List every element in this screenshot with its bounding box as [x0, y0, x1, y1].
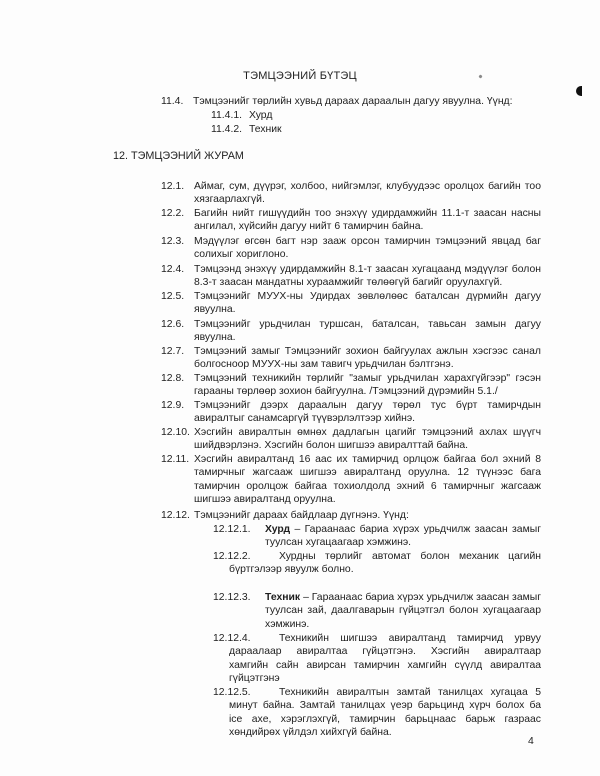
item-number: 12.6.: [161, 319, 185, 330]
section-12-heading: 12. ТЭМЦЭЭНИЙ ЖУРАМ: [113, 150, 244, 162]
page-title: ТЭМЦЭЭНИЙ БҮТЭЦ: [243, 70, 357, 82]
item-number: 12.3.: [161, 236, 185, 247]
subitem-11-4-1: [211, 109, 272, 122]
item-text-line: бүртгэлээр явуулж болно.: [229, 564, 354, 576]
item-text-line: болгосноор МУУХ-ны зам тавигч урьдчилан бэлтгэнэ.: [194, 359, 454, 371]
item-number: 12.12.2.: [213, 551, 251, 562]
item-text-line: авиралтыг санамсаргүй түүвэрлэлтээр хийнэ.: [194, 413, 416, 425]
list-item: [161, 235, 541, 262]
item-text-line: Аймаг, сум, дүүрэг, холбоо, нийгэмлэг, клубуудээс оролцох багийн тоо: [194, 181, 541, 192]
list-item: [161, 318, 541, 345]
item-text-line: Багийн нийт гишүүдийн тоо энэхүү удирдамжийн 11.1-т заасан насны: [194, 208, 541, 219]
item-text-line: шийдвэрлэнэ. Хэсгийн болон шигшээ авиралттай байна.: [194, 440, 469, 452]
item-number: 12.12.: [161, 510, 190, 521]
sub-list-item: [213, 550, 541, 577]
item-number: 12.12.5.: [213, 687, 251, 698]
list-item: [161, 263, 541, 290]
item-text-line: Техникийн авиралтын замтай танилцах хугацаа 5: [279, 687, 541, 698]
item-number: 11.4.2.: [211, 124, 243, 135]
sub-list-item: [213, 632, 541, 686]
item-text-line: хэмжинэ.: [265, 618, 310, 630]
term-label: Хурд: [265, 524, 291, 535]
item-text-line: Техникийн шигшээ авиралтанд тамирчид урвуу: [279, 633, 541, 644]
item-text-line: шигшээ авиралтанд оруулна.: [194, 494, 336, 506]
item-text-line: – Гараанаас бариа хүрэх урьдчилж заасан замыг: [294, 524, 541, 535]
item-text-line: тамирчин оролцож байгаа тохиолдолд эхний 6 тамирчныг жагсааж: [194, 480, 541, 492]
item-text-line: Тэмцээнийг урьдчилан туршсан, баталсан, тавьсан замын дагуу: [194, 319, 541, 330]
item-text-line: туулсан хугацаагаар хэмжинэ.: [265, 537, 412, 549]
item-text-line: ангилал, хүйсийн дагуу нийт 6 тамирчин байна.: [194, 221, 424, 233]
item-text-line: дараалаар авиралтаа гүйцэтгэнэ. Хэсгийн авиралтаар: [229, 646, 541, 658]
item-text-line: хамгийн сайн авирсан тамирчин хамгийн сүүлд авиралтаа: [229, 659, 541, 671]
item-text-line: ice axe, хэрэглэхгүй, тамирчин барьцнаас барьж газраас: [229, 713, 541, 725]
item-text-line: гарааны төрлөөр зохион байгуулна. /Тэмцээний дүрэмийн 5.1./: [194, 386, 498, 398]
item-text-line: гүйцэтгэнэ: [229, 673, 280, 685]
list-item: [161, 345, 541, 372]
scan-blot: [576, 86, 582, 96]
sub-list-item: [213, 686, 541, 740]
item-11-4: [161, 95, 513, 108]
item-text: Тэмцээнийг төрлийн хувьд дараах дараалын дагуу явуулна. Үүнд:: [193, 96, 513, 107]
item-number: 12.12.3.: [213, 592, 251, 603]
item-text-line: 8.3-т заасан мандатны хураамжийг төлөөгүй багийг оруулахгүй.: [194, 277, 503, 289]
item-text-line: Тэмцээнийг МУУХ-ны Удирдах зөвлөлөөс баталсан дүрмийн дагуу: [194, 291, 541, 302]
item-number: 12.4.: [161, 264, 185, 275]
item-number: 12.10.: [161, 427, 190, 438]
list-item: [161, 207, 541, 234]
item-text-line: – Гараанаас бариа хүрэх урьдчилж заасан замыг: [303, 592, 541, 603]
list-item: [161, 426, 541, 453]
list-item: [161, 180, 541, 207]
item-text-line: хөндийрөх үйлдэл хийхгүй байна.: [229, 727, 392, 739]
item-text-line: тамирчныг жагсааж шигшээ авиралтанд оруулна. 12 түүнээс бага: [194, 467, 541, 479]
item-text-line: Тэмцээнд энэхүү удирдамжийн 8.1-т заасан хугацаанд мэдүүлэг болон: [194, 264, 541, 275]
item-text-line: Тэмцээний техникийн төрлийг "замыг урьдчилан харахгүйгээр" гэсэн: [194, 373, 541, 384]
sub-list-item: [213, 591, 541, 631]
term-label: Техник: [265, 592, 301, 603]
item-number: 12.9.: [161, 400, 185, 411]
list-item: [161, 290, 541, 317]
sub-list-item: [213, 523, 541, 550]
item-number: 11.4.1.: [211, 110, 243, 121]
item-text-line: туулсан зай, даалгаварын гүйцэтгэл болон хугацаагаар: [265, 605, 541, 617]
item-text-line: Тэмцээнийг дараах байдлаар дүгнэнэ. Үүнд:: [194, 510, 409, 521]
item-text-line: Тэмцээнийг дээрх дараалын дагуу төрөл тус бүрт тамирчдын: [194, 400, 541, 411]
item-text-line: явуулна.: [194, 304, 236, 316]
item-text-line: Хурдны төрлийг автомат болон механик цагийн: [279, 551, 541, 562]
item-text-line: солихыг хориглоно.: [194, 249, 289, 261]
item-text-line: минут байна. Замтай танилцах үеэр барьцинд хүрч болох ба: [229, 700, 541, 712]
item-text-line: Тэмцээний замыг Тэмцээнийг зохион байгуулах ажлын хэсгээс санал: [194, 346, 541, 357]
item-text-line: Мэдүүлэг өгсөн багт нэр зааж орсон тамирчин тэмцээний явцад баг: [194, 236, 541, 247]
item-text-line: Хэсгийн авиралтын өмнөх дадлагын цагийг тэмцээний ахлах шүүгч: [194, 427, 541, 438]
item-number: 12.1.: [161, 181, 185, 192]
item-text-line: Хэсгийн авиралтанд 16 аас их тамирчид орлцож байгаа бол эхний 8: [194, 454, 541, 465]
item-number: 12.11.: [161, 454, 190, 465]
item-number: 12.7.: [161, 346, 185, 357]
item-number: 11.4.: [161, 96, 184, 107]
item-number: 12.2.: [161, 208, 185, 219]
list-item: [161, 509, 541, 522]
list-item: [161, 372, 541, 399]
item-text: Хурд: [249, 110, 273, 121]
item-number: 12.5.: [161, 291, 185, 302]
item-number: 12.12.4.: [213, 633, 251, 644]
item-text-line: хязгаарлахгүй.: [194, 194, 265, 206]
subitem-11-4-2: [211, 123, 282, 136]
page-number: 4: [528, 736, 534, 747]
list-item: [161, 453, 541, 507]
item-text: Техник: [249, 124, 282, 135]
item-text-line: явуулна.: [194, 332, 236, 344]
item-number: 12.12.1.: [213, 524, 251, 535]
list-item: [161, 399, 541, 426]
item-number: 12.8.: [161, 373, 185, 384]
